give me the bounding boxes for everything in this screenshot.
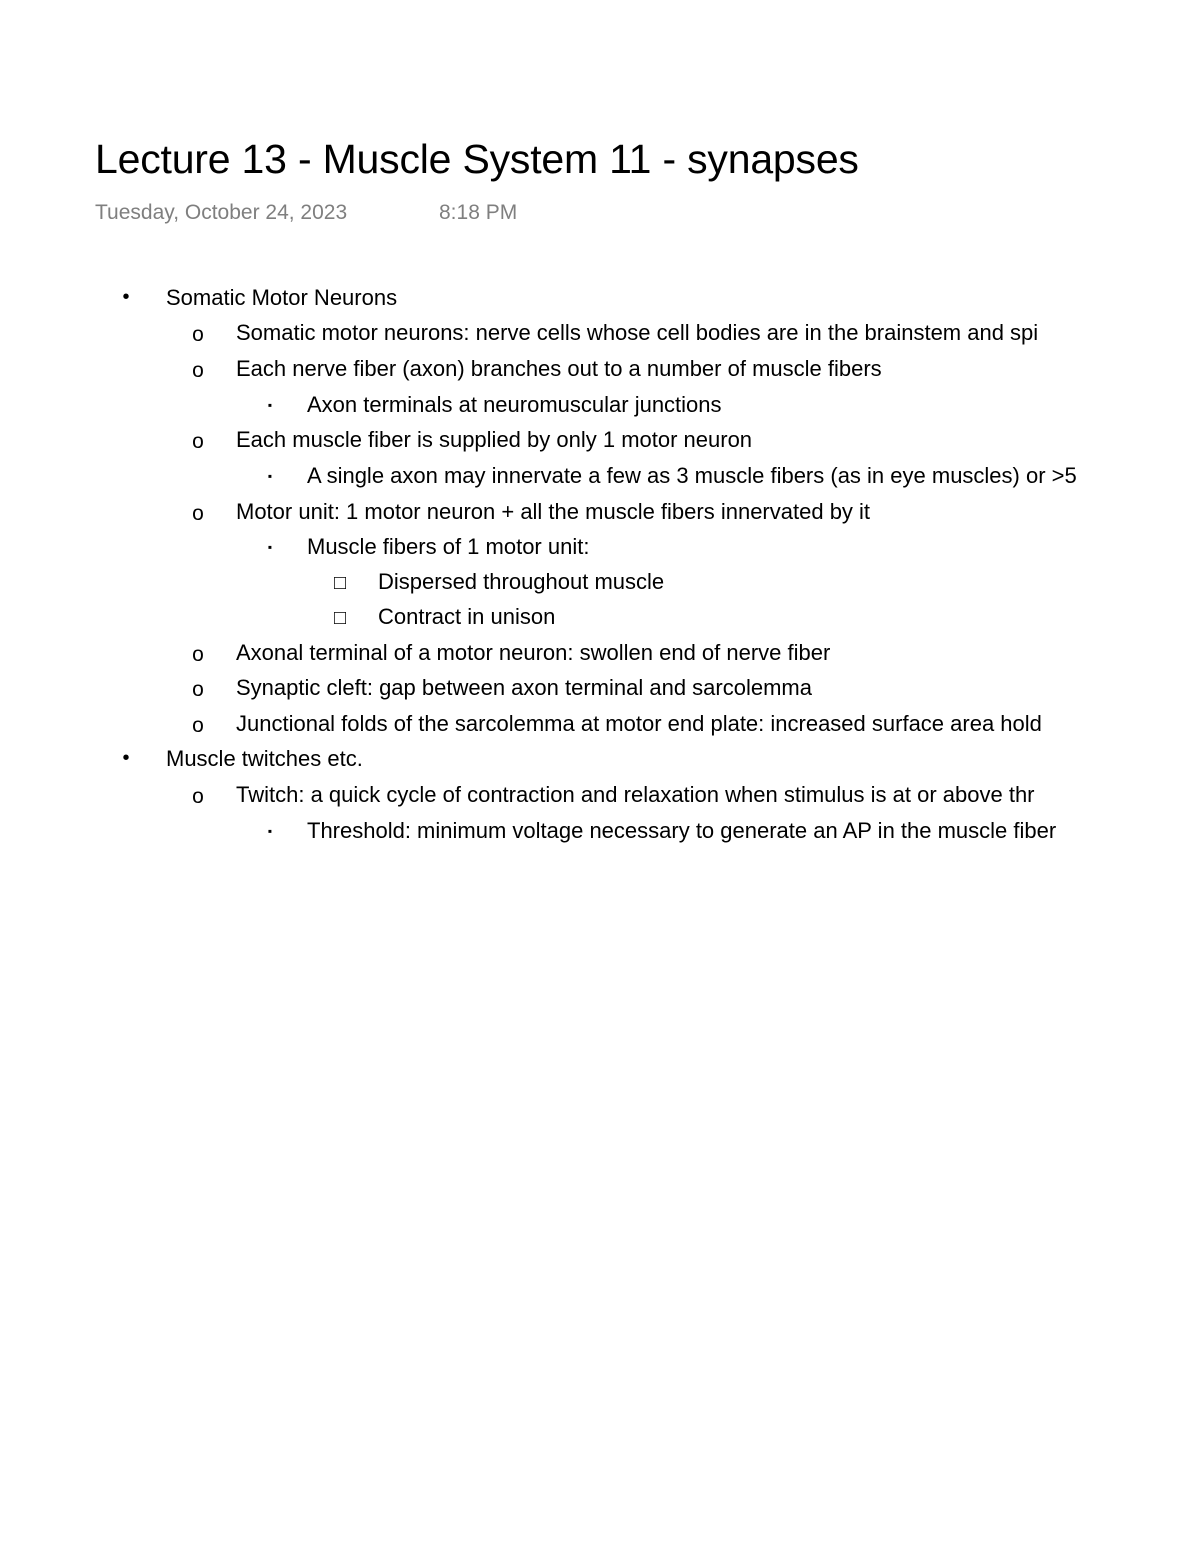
square-bullet-icon: ▪ <box>267 824 273 838</box>
square-bullet-icon: ▪ <box>267 398 273 412</box>
square-bullet-icon: ▪ <box>267 540 273 554</box>
circle-bullet-icon: o <box>192 502 204 525</box>
item-text: Contract in unison <box>378 604 556 629</box>
item-text: Muscle twitches etc. <box>166 746 363 771</box>
sub-sub-item <box>0 532 1200 562</box>
sub-item <box>0 638 1200 668</box>
item-text: Muscle fibers of 1 motor unit: <box>307 534 590 559</box>
sub-item <box>0 425 1200 455</box>
item-text: Motor unit: 1 motor neuron + all the muscle fibers innervated by it <box>236 499 871 524</box>
sub-item <box>0 780 1200 810</box>
item-text: Each nerve fiber (axon) branches out to a number of muscle fibers <box>236 356 882 381</box>
circle-bullet-icon: o <box>192 430 204 453</box>
circle-bullet-icon: o <box>192 359 204 382</box>
bullet-item <box>0 283 1200 313</box>
sub-item <box>0 709 1200 739</box>
sub-item <box>0 497 1200 527</box>
circle-bullet-icon: o <box>192 714 204 737</box>
item-text: Axon terminals at neuromuscular junctions <box>307 392 722 417</box>
sub-sub-item <box>0 390 1200 420</box>
sub-sub-item <box>0 816 1200 846</box>
sub-item <box>0 673 1200 703</box>
page-time: 8:18 PM <box>439 201 518 224</box>
item-text: Somatic Motor Neurons <box>166 285 398 310</box>
circle-bullet-icon: o <box>192 785 204 808</box>
item-text: Threshold: minimum voltage necessary to generate an AP in the muscle fiber <box>307 818 1057 843</box>
checkbox-item <box>0 602 1200 632</box>
item-text: A single axon may innervate a few as 3 muscle fibers (as in eye muscles) or >5 <box>307 463 1077 488</box>
item-text: Junctional folds of the sarcolemma at motor end plate: increased surface area hold <box>236 711 1042 736</box>
page-date: Tuesday, October 24, 2023 <box>95 201 348 224</box>
checkbox-icon: □ <box>333 607 347 629</box>
square-bullet-icon: ▪ <box>267 469 273 483</box>
bullet-icon: • <box>122 747 130 769</box>
bullet-item <box>0 744 1200 774</box>
sub-sub-item <box>0 461 1200 491</box>
sub-item <box>0 354 1200 384</box>
circle-bullet-icon: o <box>192 643 204 666</box>
item-text: Synaptic cleft: gap between axon terminal and sarcolemma <box>236 675 812 700</box>
checkbox-item <box>0 567 1200 597</box>
page-timestamp <box>95 199 518 227</box>
sub-item <box>0 318 1200 348</box>
bullet-icon: • <box>122 286 130 308</box>
item-text: Somatic motor neurons: nerve cells whose cell bodies are in the brainstem and spi <box>236 320 1039 345</box>
checkbox-icon: □ <box>333 572 347 594</box>
item-text: Axonal terminal of a motor neuron: swollen end of nerve fiber <box>236 640 831 665</box>
item-text: Dispersed throughout muscle <box>378 569 665 594</box>
item-text: Each muscle fiber is supplied by only 1 motor neuron <box>236 427 753 452</box>
page-title: Lecture 13 - Muscle System 11 - synapses <box>95 136 859 182</box>
circle-bullet-icon: o <box>192 323 204 346</box>
item-text: Twitch: a quick cycle of contraction and relaxation when stimulus is at or above thr <box>236 782 1035 807</box>
circle-bullet-icon: o <box>192 678 204 701</box>
